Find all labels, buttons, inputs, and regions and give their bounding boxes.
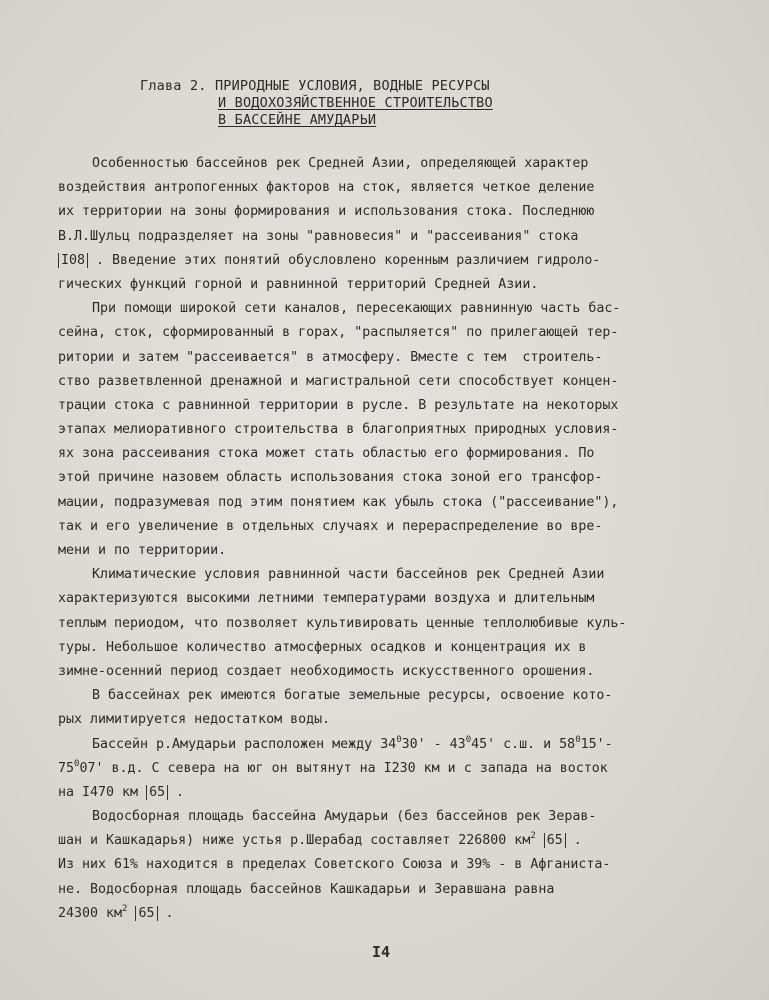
- text-line: рых лимитируется недостатком воды.: [58, 712, 331, 728]
- chapter-heading: [130, 78, 690, 129]
- text-line: теплым периодом, что позволяет культивировать ценные теплолюбивые куль-: [58, 615, 627, 631]
- text-line: При помощи широкой сети каналов, пересекающих равнинную часть бас-: [92, 301, 621, 317]
- text-line: $75^007'$ в.д. С севера на юг он вытянут на I230 км и с запада на восток: [58, 758, 608, 776]
- text-line: ях зона рассеивания стока может стать областью его формирования. По: [58, 446, 595, 462]
- text-line: на I470 км 65 .: [58, 784, 185, 800]
- text-line: сейна, сток, сформированный в горах, "распыляется" по прилегающей тер-: [58, 325, 619, 341]
- text-line: туры. Небольшое количество атмосферных осадков и концентрация их в: [58, 639, 587, 655]
- text-line: Бассейн р.Амударьи расположен между $34^030' - 43^045'$ с.ш. и $58^015'-$: [92, 734, 613, 752]
- text-line: В бассейнах рек имеются богатые земельные ресурсы, освоение кото-: [92, 688, 613, 704]
- page-number: I4: [372, 943, 391, 961]
- text-line: Особенностью бассейнов рек Средней Азии, определяющей характер: [92, 156, 589, 171]
- text-line: I08 . Введение этих понятий обусловлено коренным различием гидроло-: [58, 249, 758, 273]
- text-line: характеризуются высокими летними температурами воздуха и длительным: [58, 591, 595, 607]
- text-line: так и его увеличение в отдельных случаях и перераспределение во вре-: [58, 518, 603, 534]
- heading-line-2: И ВОДОХОЗЯЙСТВЕННОЕ СТРОИТЕЛЬСТВО: [218, 95, 493, 111]
- heading-line-3: В БАССЕЙНЕ АМУДАРЬИ: [218, 112, 377, 128]
- text-line: этой причине назовем область использования стока зоной его трансфор-: [58, 470, 603, 486]
- text-line: их территории на зоны формирования и использования стока. Последнюю: [58, 204, 595, 220]
- text-line: Климатические условия равнинной части бассейнов рек Средней Азии: [92, 567, 605, 583]
- text-line: 24300 $км^2$ 65 .: [58, 903, 174, 921]
- text-line: шан и Кашкадарья) ниже устья р.Шерабад составляет 226800 $км^2$ 65 .: [58, 831, 582, 849]
- body-text: [58, 152, 758, 926]
- text-line: мени и по территории.: [58, 543, 227, 558]
- reference-bracket: 65: [146, 785, 168, 800]
- text-line: зимне-осенний период создает необходимость искусственного орошения.: [58, 663, 595, 679]
- text-line: Водосборная площадь бассейна Амударьи (без бассейнов рек Зерав-: [92, 809, 597, 825]
- reference-bracket: I08: [58, 253, 88, 268]
- text-line: гических функций горной и равнинной территорий Средней Азии.: [58, 276, 539, 292]
- text-line: этапах мелиоративного строительства в благоприятных природных условия-: [58, 422, 619, 438]
- text-line: ство разветвленной дренажной и магистральной сети способствует концен-: [58, 373, 619, 389]
- reference-bracket: 65: [544, 833, 566, 848]
- text-line: воздействия антропогенных факторов на сток, является четкое деление: [58, 180, 595, 196]
- text-line: трации стока с равнинной территории в русле. В результате на некоторых: [58, 397, 619, 413]
- text-line: не. Водосборная площадь бассейнов Кашкадарьи и Зеравшана равна: [58, 881, 555, 897]
- text-line: мации, подразумевая под этим понятием как убыль стока ("рассеивание"),: [58, 494, 619, 510]
- reference-bracket: 65: [135, 906, 157, 921]
- text-line: В.Л.Шульц подразделяет на зоны "равновесия" и "рассеивания" стока: [58, 228, 579, 244]
- text-line: ритории и затем "рассеивается" в атмосферу. Вместе с тем строитель-: [58, 349, 603, 365]
- heading-line-1: Глава 2. ПРИРОДНЫЕ УСЛОВИЯ, ВОДНЫЕ РЕСУРСЫ: [140, 78, 490, 94]
- text-line: Из них 61% находится в пределах Советского Союза и 39% - в Афганиста-: [58, 857, 611, 873]
